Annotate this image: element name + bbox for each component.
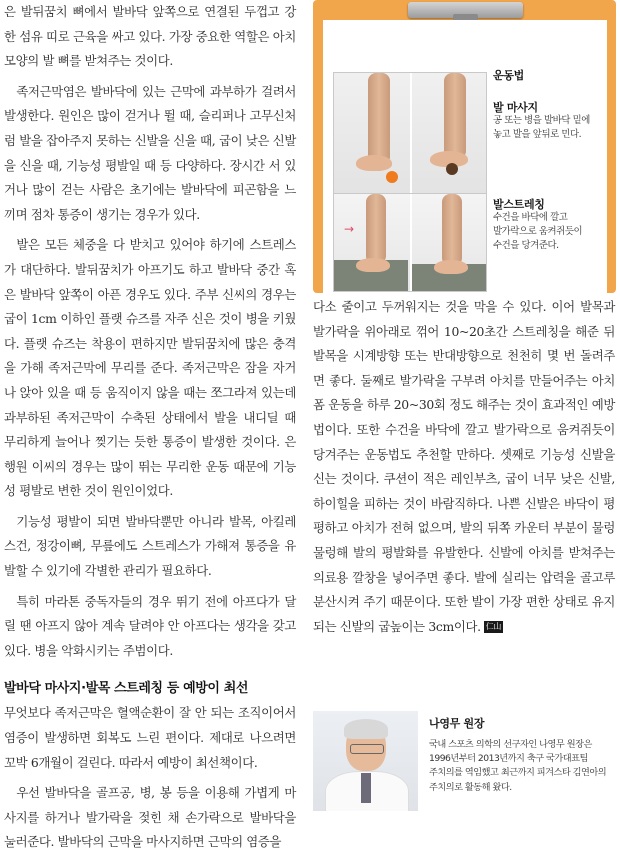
author-profile [313,711,613,811]
right-article-column [313,295,615,639]
author-description [429,738,615,795]
author-desc-line2: 1996년부터 2013년까지 축구 국가대표팀 [429,753,588,765]
author-desc-line3: 주치의를 역임했고 최근까지 피겨스타 김연아의 [429,767,607,779]
exercise-2-desc-line2: 발가락으로 움켜쥐듯이 [493,226,583,237]
exercise-heading: 운동법 [493,69,524,82]
author-desc-line4: 주치의로 활동해 왔다. [429,781,512,793]
arrow-icon: → [344,222,355,236]
author-desc-line1: 국내 스포츠 의학의 선구자인 나영무 원장은 [429,739,592,750]
end-mark: 仁山 [485,622,502,632]
paragraph-6: 무엇보다 족저근막은 혈액순환이 잘 안 되는 조직이어서 염증이 발생하면 회복도 느린 편이다. 제대로 나으려면 꼬박 6개월이 걸린다. 따라서 예방이 최선책이다. [4,705,296,770]
paragraph-1: 은 발뒤꿈치 뼈에서 발바닥 앞쪽으로 연결된 두껍고 강한 섬유 띠로 근육을 싸고 있다. 가장 중요한 역할은 아치 모양의 발 뼈를 받쳐주는 것이다. [4,4,296,69]
left-article-column [4,0,296,855]
paragraph-5: 특히 마라톤 중독자들의 경우 뛰기 전에 아프다가 달릴 땐 아프지 않아 계속 달려야 안 아프다는 생각을 갖고 있다. 병을 악화시키는 주범이다. [4,593,296,658]
exercise-clipboard [313,0,616,293]
exercise-1-title: 발 마사지 [493,101,538,114]
section-subheading: 발바닥 마사지·발목 스트레칭 등 예방이 최선 [4,681,249,697]
clipboard-paper [323,20,607,293]
author-photo [313,711,418,811]
paragraph-2: 족저근막염은 발바닥에 있는 근막에 과부하가 걸려서 발생한다. 원인은 많이 걷거나 뛸 때, 슬리퍼나 고무신처럼 발을 잡아주지 못하는 신발을 신을 때, 굽이 낮은 신발을 신을 때, 기능성 평발일 때 등 다양하다. 장시간 서 있거나 많이 걷는 사람은 초기에는 발바닥에 피곤함을 느끼며 점차 통증이 생기는 경우가 있다. [4,83,296,222]
exercise-2-desc-line1: 수건을 바닥에 깔고 [493,212,568,223]
foot-stretching-photo [333,193,487,292]
paragraph-8-text: 다소 줄이고 두꺼워지는 것을 막을 수 있다. 이어 발목과 발가락을 위아래로 꺾어 10~20초간 스트레칭을 해준 뒤 발목을 시계방향 또는 반대방향으로 천천히 몇 번 돌려주면 좋다. 둘째로 발가락을 구부려 아치를 만들어주는 아치폼 운동을 하루 20~30회 정도 해주는 것이 효과적인 예방법이다. 또한 수건을 바닥에 깔고 발가락으로 움켜쥐듯이 당겨주는 운동법도 추천할 만하다. 셋째로 기능성 신발을 신는 것이다. 쿠션이 적은 레인부츠, 굽이 너무 낮은 신발, 하이힐을 피하는 것이 바람직하다. 나쁜 신발은 바닥이 평평하고 아치가 전혀 없으며, 발의 뒤쪽 카운터 부분이 물렁물렁해 발의 평발화를 유발한다. 신발에 아치를 받쳐주는 의료용 깔창을 넣어주면 좋다. 발에 실리는 압력을 골고루 분산시켜 주기 때문이다. 또한 발이 가장 편한 상태로 유지되는 신발의 굽높이는 3cm이다. [313,299,615,634]
paragraph-7: 우선 발바닥을 골프공, 병, 봉 등을 이용해 가볍게 마사지를 하거나 발가락을 젖힌 채 손가락으로 발바닥을 눌러준다. 발바닥의 근막을 마사지하면 근막의 염증을 [4,785,296,850]
paragraph-4: 기능성 평발이 되면 발바닥뿐만 아니라 발목, 아킬레스건, 정강이뼈, 무릎에도 스트레스가 가해져 통증을 유발할 수 있기에 각별한 관리가 필요하다. [4,513,296,579]
exercise-1-desc-line1: 공 또는 병을 발바닥 밑에 [493,115,590,126]
exercise-2-desc-line3: 수건을 당겨준다. [493,240,559,251]
author-name: 나영무 원장 [429,717,485,730]
paragraph-8 [313,295,615,639]
exercise-1-desc-line2: 놓고 발을 앞뒤로 민다. [493,129,582,140]
foot-massage-photo [333,72,487,194]
paragraph-3: 발은 모든 체중을 다 받치고 있어야 하기에 스트레스가 대단하다. 발뒤꿈치가 아프기도 하고 발바닥 중간 혹은 발바닥 앞쪽이 아픈 경우도 있다. 주부 신씨의 경우는 굽이 1cm 이하인 플랫 슈즈를 자주 신은 것이 병을 키웠다. 플랫 슈즈는 착용이 편하지만 발뒤꿈치에 많은 충격을 가해 족저근막에 무리를 준다. 족저근막은 잠을 자거나 앉아 있을 때 등 움직이지 않을 때는 쪼그라져 있는데 과부하된 족저근막이 수축된 상태에서 발을 내디딜 때 무리하게 늘어나 찢기는 듯한 통증이 발생한 것이다. 은행원 이씨의 경우는 많이 뛰는 무리한 운동 때문에 기능성 평발로 변한 것이 원인이었다. [4,237,296,499]
exercise-2-title: 발스트레칭 [493,198,545,211]
